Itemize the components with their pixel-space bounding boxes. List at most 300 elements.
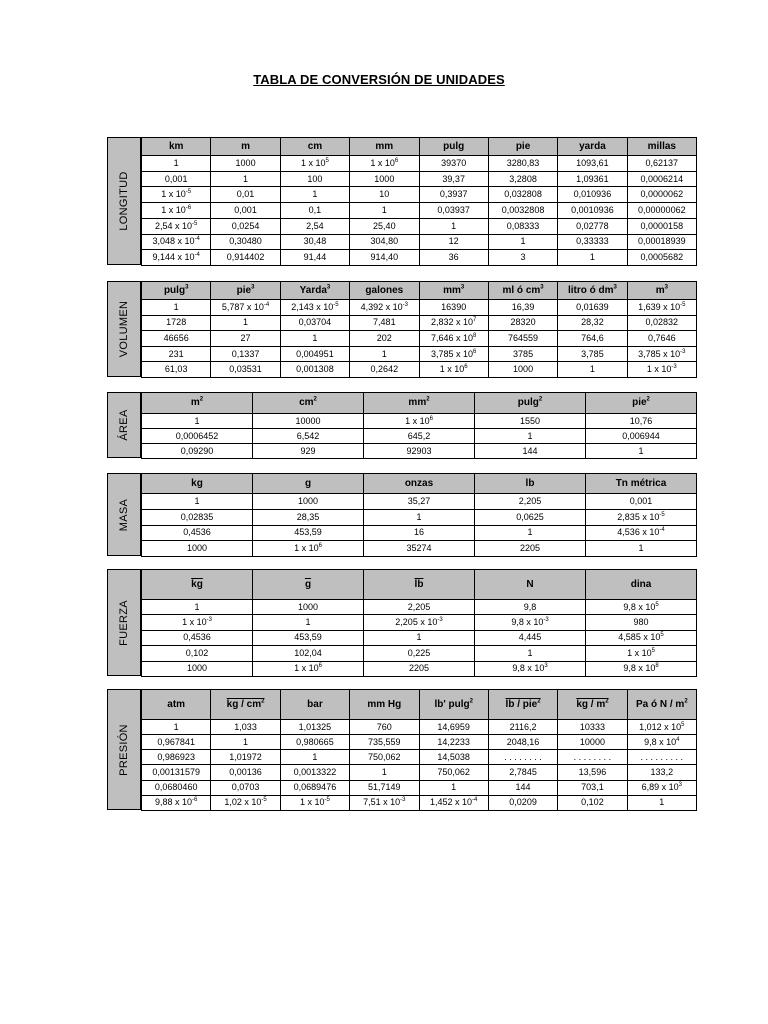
table-cell: 3	[488, 250, 557, 266]
table-row	[142, 780, 697, 795]
table-cell: 231	[142, 346, 211, 362]
table-row	[142, 720, 697, 735]
table-row	[142, 203, 697, 219]
table-cell: 1	[280, 331, 349, 347]
table-cell: 1	[280, 187, 349, 203]
table-cell: 14,5038	[419, 750, 488, 765]
table-área	[107, 392, 697, 458]
column-header: pie$^2$	[586, 393, 697, 414]
table-cell: 1000	[142, 541, 253, 557]
table-cell: 0,032808	[488, 187, 557, 203]
table-cell: 1	[211, 735, 280, 750]
table-cell: 0,4536	[142, 525, 253, 541]
table-cell: 4,585 x $10^5$	[586, 630, 697, 645]
column-header: Pa ó N / $m^2$	[627, 690, 696, 720]
table-cell: 144	[488, 780, 557, 795]
column-header: millas	[627, 138, 696, 156]
table-cell: 133,2	[627, 765, 696, 780]
table-cell: 1	[586, 444, 697, 459]
conversion-table	[141, 281, 697, 378]
table-cell: 0,102	[142, 646, 253, 661]
table-cell: 0,01639	[558, 300, 627, 316]
table-cell: 764559	[488, 331, 557, 347]
table-cell: 980	[586, 615, 697, 630]
table-side-label	[107, 473, 141, 556]
table-volumen	[107, 281, 697, 377]
table-cell: 9,88 x $10^{-6}$	[142, 795, 211, 810]
table-cell: 0,986923	[142, 750, 211, 765]
table-row	[142, 795, 697, 810]
table-cell: 1	[142, 600, 253, 615]
table-cell: 0,30480	[211, 234, 280, 250]
column-header: pie$^3$	[211, 282, 280, 300]
table-cell: 0,7646	[627, 331, 696, 347]
column-header: kg	[142, 474, 253, 494]
table-row	[142, 444, 697, 459]
table-cell: 0,0032808	[488, 203, 557, 219]
table-cell: 0,0006214	[627, 171, 696, 187]
table-cell: 0,02778	[558, 218, 627, 234]
table-cell: 1,01325	[280, 720, 349, 735]
table-cell: 0,0013322	[280, 765, 349, 780]
table-cell: 750,062	[350, 750, 419, 765]
table-cell: 0,001	[211, 203, 280, 219]
table-cell: 91,44	[280, 250, 349, 266]
table-cell: 2,7845	[488, 765, 557, 780]
table-cell: 1	[350, 346, 419, 362]
table-cell: 1000	[350, 171, 419, 187]
table-cell: 0,03704	[280, 315, 349, 331]
column-header: onzas	[364, 474, 475, 494]
table-cell: 25,40	[350, 218, 419, 234]
table-cell: 28,35	[253, 509, 364, 525]
table-row	[142, 171, 697, 187]
table-cell: 914,40	[350, 250, 419, 266]
table-cell: 0,09290	[142, 444, 253, 459]
table-cell: 9,8	[475, 600, 586, 615]
table-cell: 453,59	[253, 525, 364, 541]
table-cell: 0,33333	[558, 234, 627, 250]
table-cell: 6,542	[253, 429, 364, 444]
table-masa	[107, 473, 697, 556]
side-label-text: VOLUMEN	[118, 300, 130, 358]
column-header: Tn métrica	[586, 474, 697, 494]
table-cell: 9,8 x $10^{-3}$	[475, 615, 586, 630]
column-header: ml ó $cm^3$	[488, 282, 557, 300]
table-cell: 0,006944	[586, 429, 697, 444]
table-cell: 929	[253, 444, 364, 459]
table-cell: 1	[475, 646, 586, 661]
table-row	[142, 187, 697, 203]
header-row	[142, 474, 697, 494]
table-side-label	[107, 137, 141, 265]
table-cell: 92903	[364, 444, 475, 459]
column-header: km	[142, 138, 211, 156]
table-cell: 1093,61	[558, 156, 627, 172]
table-cell: 28320	[488, 315, 557, 331]
table-cell: 16	[364, 525, 475, 541]
table-side-label	[107, 392, 141, 458]
table-cell: 16390	[419, 300, 488, 316]
column-header: Yarda$^3$	[280, 282, 349, 300]
table-cell: 1	[142, 414, 253, 429]
table-row	[142, 765, 697, 780]
table-cell: 0,0625	[475, 509, 586, 525]
page-title: TABLA DE CONVERSIÓN DE UNIDADES	[253, 72, 505, 87]
table-cell: 1	[419, 780, 488, 795]
table-cell: 1,452 x $10^{-4}$	[419, 795, 488, 810]
column-header: atm	[142, 690, 211, 720]
table-row	[142, 541, 697, 557]
header-row	[142, 393, 697, 414]
table-cell: 1	[475, 429, 586, 444]
table-row	[142, 750, 697, 765]
table-row	[142, 414, 697, 429]
table-cell: 1 x $10^{-3}$	[142, 615, 253, 630]
table-cell: 1	[350, 203, 419, 219]
table-cell: 0,0703	[211, 780, 280, 795]
side-label-text: ÁREA	[118, 409, 130, 441]
table-cell: 2205	[475, 541, 586, 557]
table-row	[142, 646, 697, 661]
column-header: m	[211, 138, 280, 156]
header-row	[142, 690, 697, 720]
table-cell: 100	[280, 171, 349, 187]
table-cell: 304,80	[350, 234, 419, 250]
table-cell: 1	[475, 525, 586, 541]
column-header: litro ó $dm^3$	[558, 282, 627, 300]
table-cell: 0,0254	[211, 218, 280, 234]
conversion-table	[141, 689, 697, 811]
table-row	[142, 661, 697, 676]
table-cell: 10	[350, 187, 419, 203]
table-cell: 4,392 x $10^{-3}$	[350, 300, 419, 316]
table-cell: 14,6959	[419, 720, 488, 735]
table-cell: 1,033	[211, 720, 280, 735]
table-cell: 1728	[142, 315, 211, 331]
table-cell: . . . . . . . .	[558, 750, 627, 765]
table-row	[142, 600, 697, 615]
column-header: kg / $m^2$	[558, 690, 627, 720]
column-header: $\overline{kg}$	[142, 570, 253, 600]
table-cell: 0,0010936	[558, 203, 627, 219]
side-label-text: MASA	[118, 498, 130, 531]
table-cell: 10000	[253, 414, 364, 429]
table-cell: 645,2	[364, 429, 475, 444]
table-row	[142, 429, 697, 444]
table-cell: 0,225	[364, 646, 475, 661]
table-cell: 0,967841	[142, 735, 211, 750]
table-cell: 3785	[488, 346, 557, 362]
table-cell: 1	[364, 509, 475, 525]
table-cell: 0,914402	[211, 250, 280, 266]
table-cell: 202	[350, 331, 419, 347]
table-cell: 1	[558, 362, 627, 378]
table-cell: 0,0209	[488, 795, 557, 810]
table-row	[142, 346, 697, 362]
table-cell: 3,2808	[488, 171, 557, 187]
table-cell: 1	[350, 765, 419, 780]
table-cell: 0,08333	[488, 218, 557, 234]
table-cell: 1	[488, 234, 557, 250]
table-cell: 0,0000062	[627, 187, 696, 203]
table-cell: 1 x $10^6$	[419, 362, 488, 378]
column-header: N	[475, 570, 586, 600]
table-cell: 760	[350, 720, 419, 735]
conversion-table	[141, 137, 697, 266]
table-row	[142, 331, 697, 347]
column-header: lb	[475, 474, 586, 494]
column-header: kg / $cm^2$	[211, 690, 280, 720]
table-cell: 1 x $10^{-3}$	[627, 362, 696, 378]
table-cell: 36	[419, 250, 488, 266]
table-fuerza	[107, 569, 697, 676]
table-cell: 0,00131579	[142, 765, 211, 780]
table-cell: 0,00018939	[627, 234, 696, 250]
column-header: bar	[280, 690, 349, 720]
table-cell: 4,445	[475, 630, 586, 645]
table-cell: 0,02832	[627, 315, 696, 331]
column-header: $\overline{g}$	[253, 570, 364, 600]
table-row	[142, 630, 697, 645]
table-presión	[107, 689, 697, 810]
conversion-table	[141, 392, 697, 459]
table-cell: 1000	[211, 156, 280, 172]
table-cell: 0,980665	[280, 735, 349, 750]
table-cell: 1,639 x $10^{-5}$	[627, 300, 696, 316]
table-cell: 1	[627, 795, 696, 810]
table-cell: 1	[142, 300, 211, 316]
table-cell: 0,01	[211, 187, 280, 203]
table-cell: 1	[142, 494, 253, 510]
table-cell: 35274	[364, 541, 475, 557]
table-cell: 2,54 x $10^{-5}$	[142, 218, 211, 234]
column-header: pulg$^2$	[475, 393, 586, 414]
table-cell: 1000	[488, 362, 557, 378]
table-cell: 144	[475, 444, 586, 459]
table-cell: 1 x $10^{-5}$	[280, 795, 349, 810]
table-cell: 27	[211, 331, 280, 347]
table-cell: 1	[280, 750, 349, 765]
table-cell: 2,835 x $10^{-5}$	[586, 509, 697, 525]
table-cell: 9,8 x $10^5$	[586, 600, 697, 615]
table-cell: 0,03531	[211, 362, 280, 378]
side-label-text: PRESIÓN	[118, 723, 130, 776]
column-header: lb' pulg$^2$	[419, 690, 488, 720]
table-cell: 10333	[558, 720, 627, 735]
column-header: g	[253, 474, 364, 494]
table-cell: 0,010936	[558, 187, 627, 203]
table-cell: 0,0005682	[627, 250, 696, 266]
side-label-text: FUERZA	[118, 599, 130, 646]
table-cell: 1	[419, 218, 488, 234]
table-cell: 1 x $10^6$	[253, 541, 364, 557]
column-header: pulg	[419, 138, 488, 156]
table-cell: 9,8 x $10^4$	[627, 735, 696, 750]
table-cell: 0,4536	[142, 630, 253, 645]
table-cell: 2,54	[280, 218, 349, 234]
table-cell: 6,89 x $10^3$	[627, 780, 696, 795]
table-cell: 1000	[253, 600, 364, 615]
table-cell: 0,1337	[211, 346, 280, 362]
table-cell: 2,205	[475, 494, 586, 510]
table-cell: 2048,16	[488, 735, 557, 750]
table-cell: 9,144 x $10^{-4}$	[142, 250, 211, 266]
table-cell: 764,6	[558, 331, 627, 347]
column-header: yarda	[558, 138, 627, 156]
conversion-table	[141, 569, 697, 677]
table-cell: 0,0006452	[142, 429, 253, 444]
table-cell: 1,012 x $10^5$	[627, 720, 696, 735]
table-cell: 35,27	[364, 494, 475, 510]
table-cell: 2,205	[364, 600, 475, 615]
table-cell: 7,51 x $10^{-3}$	[350, 795, 419, 810]
table-cell: 0,102	[558, 795, 627, 810]
table-cell: 39,37	[419, 171, 488, 187]
table-side-label	[107, 281, 141, 377]
table-cell: 1 x $10^6$	[350, 156, 419, 172]
table-cell: 1 x $10^5$	[586, 646, 697, 661]
table-cell: 12	[419, 234, 488, 250]
column-header: mm Hg	[350, 690, 419, 720]
table-cell: 5,787 x $10^{-4}$	[211, 300, 280, 316]
table-cell: 2,205 x $10^{-3}$	[364, 615, 475, 630]
column-header: cm	[280, 138, 349, 156]
table-row	[142, 509, 697, 525]
table-cell: 7,481	[350, 315, 419, 331]
table-cell: 30,48	[280, 234, 349, 250]
table-cell: 0,03937	[419, 203, 488, 219]
header-row	[142, 570, 697, 600]
table-cell: 1	[211, 171, 280, 187]
table-row	[142, 362, 697, 378]
table-cell: 0,001	[142, 171, 211, 187]
column-header: galones	[350, 282, 419, 300]
table-cell: 0,1	[280, 203, 349, 219]
table-cell: 1	[364, 630, 475, 645]
table-cell: 1 x $10^6$	[253, 661, 364, 676]
table-cell: 102,04	[253, 646, 364, 661]
column-header: $m^2$	[142, 393, 253, 414]
table-cell: 1	[253, 615, 364, 630]
header-row	[142, 138, 697, 156]
table-cell: . . . . . . . . .	[627, 750, 696, 765]
table-row	[142, 315, 697, 331]
table-cell: 1 x $10^6$	[364, 414, 475, 429]
table-cell: 1	[558, 250, 627, 266]
table-cell: 0,00136	[211, 765, 280, 780]
table-cell: 9,8 x $10^3$	[475, 661, 586, 676]
column-header: $mm^2$	[364, 393, 475, 414]
table-cell: 10000	[558, 735, 627, 750]
column-header: mm	[350, 138, 419, 156]
table-row	[142, 300, 697, 316]
table-cell: 0,0689476	[280, 780, 349, 795]
table-cell: 750,062	[419, 765, 488, 780]
column-header: lb / pie$^2$	[488, 690, 557, 720]
table-cell: 0,0000158	[627, 218, 696, 234]
table-cell: 3,785 x $10^{-3}$	[627, 346, 696, 362]
column-header: pulg$^3$	[142, 282, 211, 300]
table-cell: 0,001	[586, 494, 697, 510]
table-row	[142, 218, 697, 234]
table-cell: 0,3937	[419, 187, 488, 203]
table-row	[142, 234, 697, 250]
table-cell: 7,646 x $10^8$	[419, 331, 488, 347]
table-side-label	[107, 569, 141, 676]
table-cell: 0,0680460	[142, 780, 211, 795]
column-header: $\overline{lb}$	[364, 570, 475, 600]
table-cell: 1 x $10^5$	[280, 156, 349, 172]
table-cell: 2,832 x $10^7$	[419, 315, 488, 331]
table-cell: 1000	[253, 494, 364, 510]
side-label-text: LONGITUD	[118, 171, 130, 231]
table-cell: 0,00000062	[627, 203, 696, 219]
table-cell: 1,01972	[211, 750, 280, 765]
column-header: pie	[488, 138, 557, 156]
table-cell: 39370	[419, 156, 488, 172]
table-cell: 1	[586, 541, 697, 557]
table-side-label	[107, 689, 141, 810]
table-cell: 14,2233	[419, 735, 488, 750]
table-cell: 1,09361	[558, 171, 627, 187]
table-cell: 0,001308	[280, 362, 349, 378]
table-cell: . . . . . . . .	[488, 750, 557, 765]
column-header: $m^3$	[627, 282, 696, 300]
table-cell: 13,596	[558, 765, 627, 780]
table-cell: 46656	[142, 331, 211, 347]
table-cell: 2205	[364, 661, 475, 676]
table-cell: 9,8 x $10^8$	[586, 661, 697, 676]
table-cell: 1	[142, 720, 211, 735]
table-cell: 0,62137	[627, 156, 696, 172]
table-cell: 0,004951	[280, 346, 349, 362]
table-cell: 3,048 x $10^{-4}$	[142, 234, 211, 250]
table-cell: 1550	[475, 414, 586, 429]
table-cell: 1	[142, 156, 211, 172]
table-cell: 1,02 x $10^{-5}$	[211, 795, 280, 810]
table-cell: 1000	[142, 661, 253, 676]
column-header: $cm^2$	[253, 393, 364, 414]
table-cell: 4,536 x $10^{-4}$	[586, 525, 697, 541]
conversion-table	[141, 473, 697, 557]
table-cell: 3,785 x $10^6$	[419, 346, 488, 362]
table-cell: 16,39	[488, 300, 557, 316]
table-row	[142, 494, 697, 510]
column-header: dina	[586, 570, 697, 600]
table-cell: 10,76	[586, 414, 697, 429]
table-cell: 453,59	[253, 630, 364, 645]
table-cell: 703,1	[558, 780, 627, 795]
table-cell: 2116,2	[488, 720, 557, 735]
table-cell: 2,143 x $10^{-5}$	[280, 300, 349, 316]
column-header: $mm^3$	[419, 282, 488, 300]
table-cell: 3280,83	[488, 156, 557, 172]
header-row	[142, 282, 697, 300]
table-cell: 0,2642	[350, 362, 419, 378]
table-cell: 1 x $10^{-5}$	[142, 187, 211, 203]
table-cell: 3,785	[558, 346, 627, 362]
table-row	[142, 615, 697, 630]
table-row	[142, 156, 697, 172]
table-row	[142, 525, 697, 541]
table-cell: 735,559	[350, 735, 419, 750]
table-row	[142, 250, 697, 266]
table-cell: 1	[211, 315, 280, 331]
table-cell: 1 x $10^{-6}$	[142, 203, 211, 219]
table-cell: 0,02835	[142, 509, 253, 525]
table-cell: 61,03	[142, 362, 211, 378]
